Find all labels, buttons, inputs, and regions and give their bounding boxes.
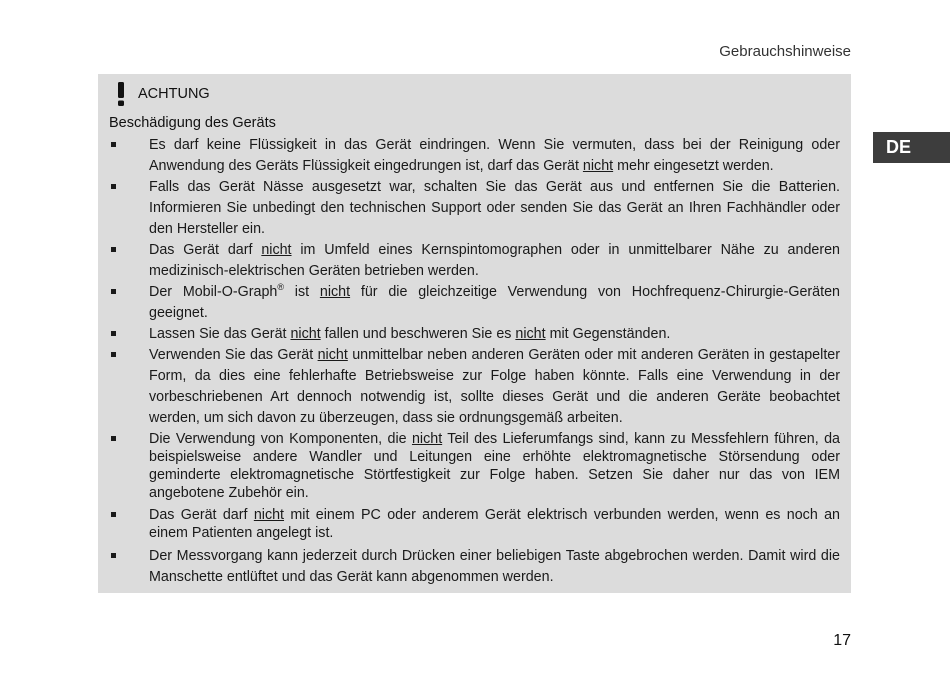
- item-text: mit Gegenständen.: [545, 326, 671, 342]
- page-number: 17: [833, 632, 851, 649]
- emphasis-underline: nicht: [582, 158, 614, 174]
- item-text: ist: [284, 284, 320, 300]
- list-item: [109, 546, 840, 588]
- item-text: Der Mobil-O-Graph: [149, 284, 278, 300]
- emphasis-underline: nicht: [261, 242, 292, 258]
- bullet: [111, 184, 116, 189]
- list-item: [109, 240, 840, 282]
- emphasis-underline: nicht: [411, 431, 443, 447]
- warning-box: [98, 74, 851, 593]
- bullet: [111, 553, 116, 558]
- list-item: [109, 506, 840, 542]
- emphasis-underline: nicht: [515, 326, 546, 342]
- emphasis-underline: nicht: [317, 347, 348, 363]
- bullet: [111, 247, 116, 252]
- bullet: [111, 289, 116, 294]
- bullet: [111, 142, 116, 147]
- item-text: fallen und beschweren Sie es: [320, 326, 516, 342]
- exclamation-icon: [112, 82, 130, 106]
- item-text: Das Gerät darf: [149, 507, 254, 523]
- list-item: [109, 430, 840, 502]
- list-item: [109, 135, 840, 177]
- item-text: unmittelbar neben anderen Geräten oder mit anderen Geräten in gestapelter Form, da dies eine fehlerhafte Betriebsweise zur Folge haben könnte. Falls eine Verwendung in der vorbeschriebenen Art dennoch notwendig ist, sollte dieses Gerät und die anderen Geräte beobachtet werden, um sich davon zu überzeugen, dass sie ordnungsgemäß arbeiten.: [149, 347, 840, 426]
- list-item: [109, 324, 840, 345]
- registered-mark: ®: [277, 282, 285, 293]
- list-item: [109, 177, 840, 240]
- item-text: mehr eingesetzt werden.: [613, 158, 774, 174]
- item-text: Falls das Gerät Nässe ausgesetzt war, schalten Sie das Gerät aus und entfernen Sie die Batterien. Informieren Sie unbedingt den technischen Support oder senden Sie das Gerät an Ihren Fachhändler oder den Hersteller ein.: [149, 179, 840, 237]
- item-text: mit einem PC oder anderem Gerät elektrisch verbunden werden, wenn es noch an einem Patienten angelegt ist.: [149, 507, 841, 541]
- warning-label: ACHTUNG: [138, 86, 210, 102]
- bullet: [111, 352, 116, 357]
- item-text: Teil des Lieferumfangs sind, kann zu Messfehlern führen, da beispielsweise andere Wandler und Leitungen eine erhöhte elektromagnetische Störsendung oder geminderte elektromagnetische Störtfestigkeit zur Folge haben. Setzen Sie daher nur das von IEM angebotene Zubehör ein.: [149, 431, 840, 501]
- bullet: [111, 331, 116, 336]
- item-text: Der Messvorgang kann jederzeit durch Drücken einer beliebigen Taste abgebrochen werden. Damit wird die Manschette entlüftet und das Gerät kann abgenommen werden.: [149, 548, 840, 585]
- bullet: [111, 436, 116, 441]
- item-text: im Umfeld eines Kernspintomographen oder in unmittelbarer Nähe zu anderen medizinisch-elektrischen Geräten betrieben werden.: [149, 242, 841, 279]
- warning-header: [109, 80, 840, 108]
- emphasis-underline: nicht: [319, 284, 351, 300]
- emphasis-underline: nicht: [290, 326, 321, 342]
- running-header: Gebrauchshinweise: [719, 43, 851, 60]
- language-tab: DE: [873, 132, 950, 163]
- bullet: [111, 512, 116, 517]
- warning-list: [109, 135, 840, 588]
- item-text: Es darf keine Flüssigkeit in das Gerät eindringen. Wenn Sie vermuten, dass bei der Reinigung oder Anwendung des Geräts Flüssigkeit eingedrungen ist, darf das Gerät: [149, 137, 840, 174]
- warning-subheading: Beschädigung des Geräts: [109, 115, 276, 131]
- item-text: Das Gerät darf: [149, 242, 262, 258]
- item-text: für die gleichzeitige Verwendung von Hochfrequenz-Chirurgie-Geräten geeignet.: [149, 284, 840, 321]
- item-text: Die Verwendung von Komponenten, die: [149, 431, 412, 447]
- list-item: [109, 345, 840, 429]
- emphasis-underline: nicht: [253, 507, 285, 523]
- list-item: [109, 282, 840, 324]
- item-text: Verwenden Sie das Gerät: [149, 347, 318, 363]
- item-text: Lassen Sie das Gerät: [149, 326, 291, 342]
